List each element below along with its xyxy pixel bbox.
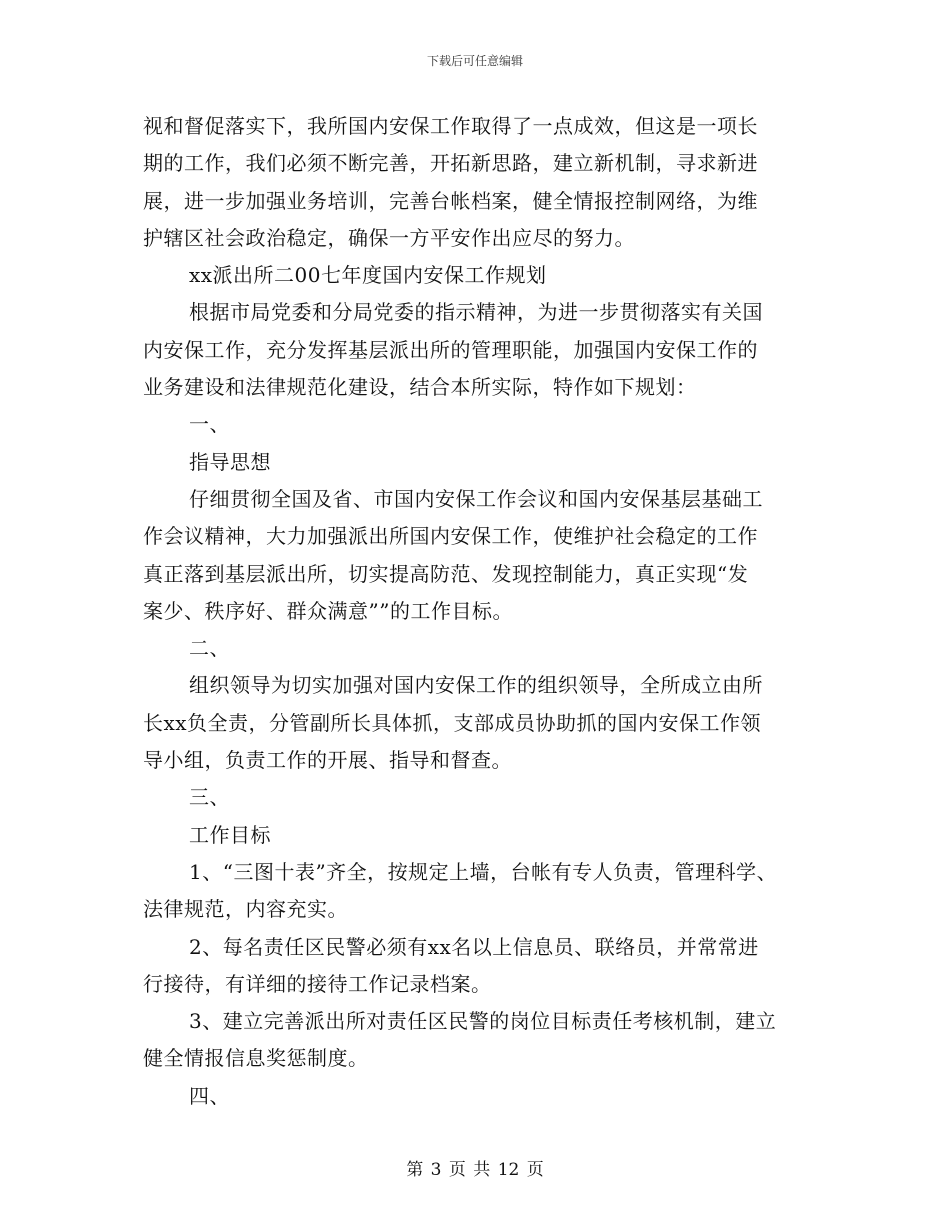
text-line: 视和督促落实下，我所国内安保工作取得了一点成效，但这是一项长 bbox=[143, 114, 758, 138]
text-line: 工作目标 bbox=[189, 822, 271, 847]
text-line: 一、 bbox=[189, 412, 230, 437]
text-line: 健全情报信息奖惩制度。 bbox=[143, 1046, 369, 1071]
text-line: 2、每名责任区民警必须有xx名以上信息员、联络员，并常常进 bbox=[189, 934, 759, 959]
text-line: 导小组，负责工作的开展、指导和督查。 bbox=[143, 748, 512, 773]
text-line: 1、“三图十表”齐全，按规定上墙，台帐有专人负责，管理科学、 bbox=[189, 859, 778, 884]
text-line: 期的工作，我们必须不断完善，开拓新思路，建立新机制，寻求新进 bbox=[143, 151, 758, 176]
text-line: 3、建立完善派出所对责任区民警的岗位目标责任考核机制，建立 bbox=[189, 1009, 777, 1034]
text-line: 指导思想 bbox=[189, 449, 271, 474]
text-line: 真正落到基层派出所，切实提高防范、发现控制能力，真正实现“发 bbox=[143, 561, 749, 586]
text-line: 作会议精神，大力加强派出所国内安保工作，使维护社会稳定的工作 bbox=[143, 524, 758, 549]
text-line: xx派出所二00七年度国内安保工作规划 bbox=[189, 263, 547, 288]
text-line: 内安保工作，充分发挥基层派出所的管理职能，加强国内安保工作的 bbox=[143, 337, 758, 362]
text-line: 业务建设和法律规范化建设，结合本所实际，特作如下规划： bbox=[143, 375, 697, 400]
text-line: 四、 bbox=[189, 1083, 230, 1108]
text-line: 根据市局党委和分局党委的指示精神，为进一步贯彻落实有关国 bbox=[189, 300, 763, 325]
page-header-note: 下载后可任意编辑 bbox=[426, 54, 523, 68]
text-line: 三、 bbox=[189, 785, 230, 810]
text-line: 行接待，有详细的接待工作记录档案。 bbox=[143, 971, 492, 996]
text-line: 法律规范，内容充实。 bbox=[143, 897, 348, 922]
text-line: 展，进一步加强业务培训，完善台帐档案，健全情报控制网络，为维 bbox=[143, 188, 758, 213]
text-line: 案少、秩序好、群众满意””的工作目标。 bbox=[143, 598, 513, 623]
text-line: 长xx负全责，分管副所长具体抓，支部成员协助抓的国内安保工作领 bbox=[143, 710, 762, 735]
page-number-footer: 第 3 页 共 12 页 bbox=[406, 1160, 544, 1180]
text-line: 护辖区社会政治稳定，确保一方平安作出应尽的努力。 bbox=[143, 225, 635, 250]
document-body bbox=[143, 108, 833, 1115]
text-line: 组织领导为切实加强对国内安保工作的组织领导，全所成立由所 bbox=[189, 673, 763, 698]
text-line: 仔细贯彻全国及省、市国内安保工作会议和国内安保基层基础工 bbox=[189, 486, 763, 511]
text-line: 二、 bbox=[189, 636, 230, 661]
